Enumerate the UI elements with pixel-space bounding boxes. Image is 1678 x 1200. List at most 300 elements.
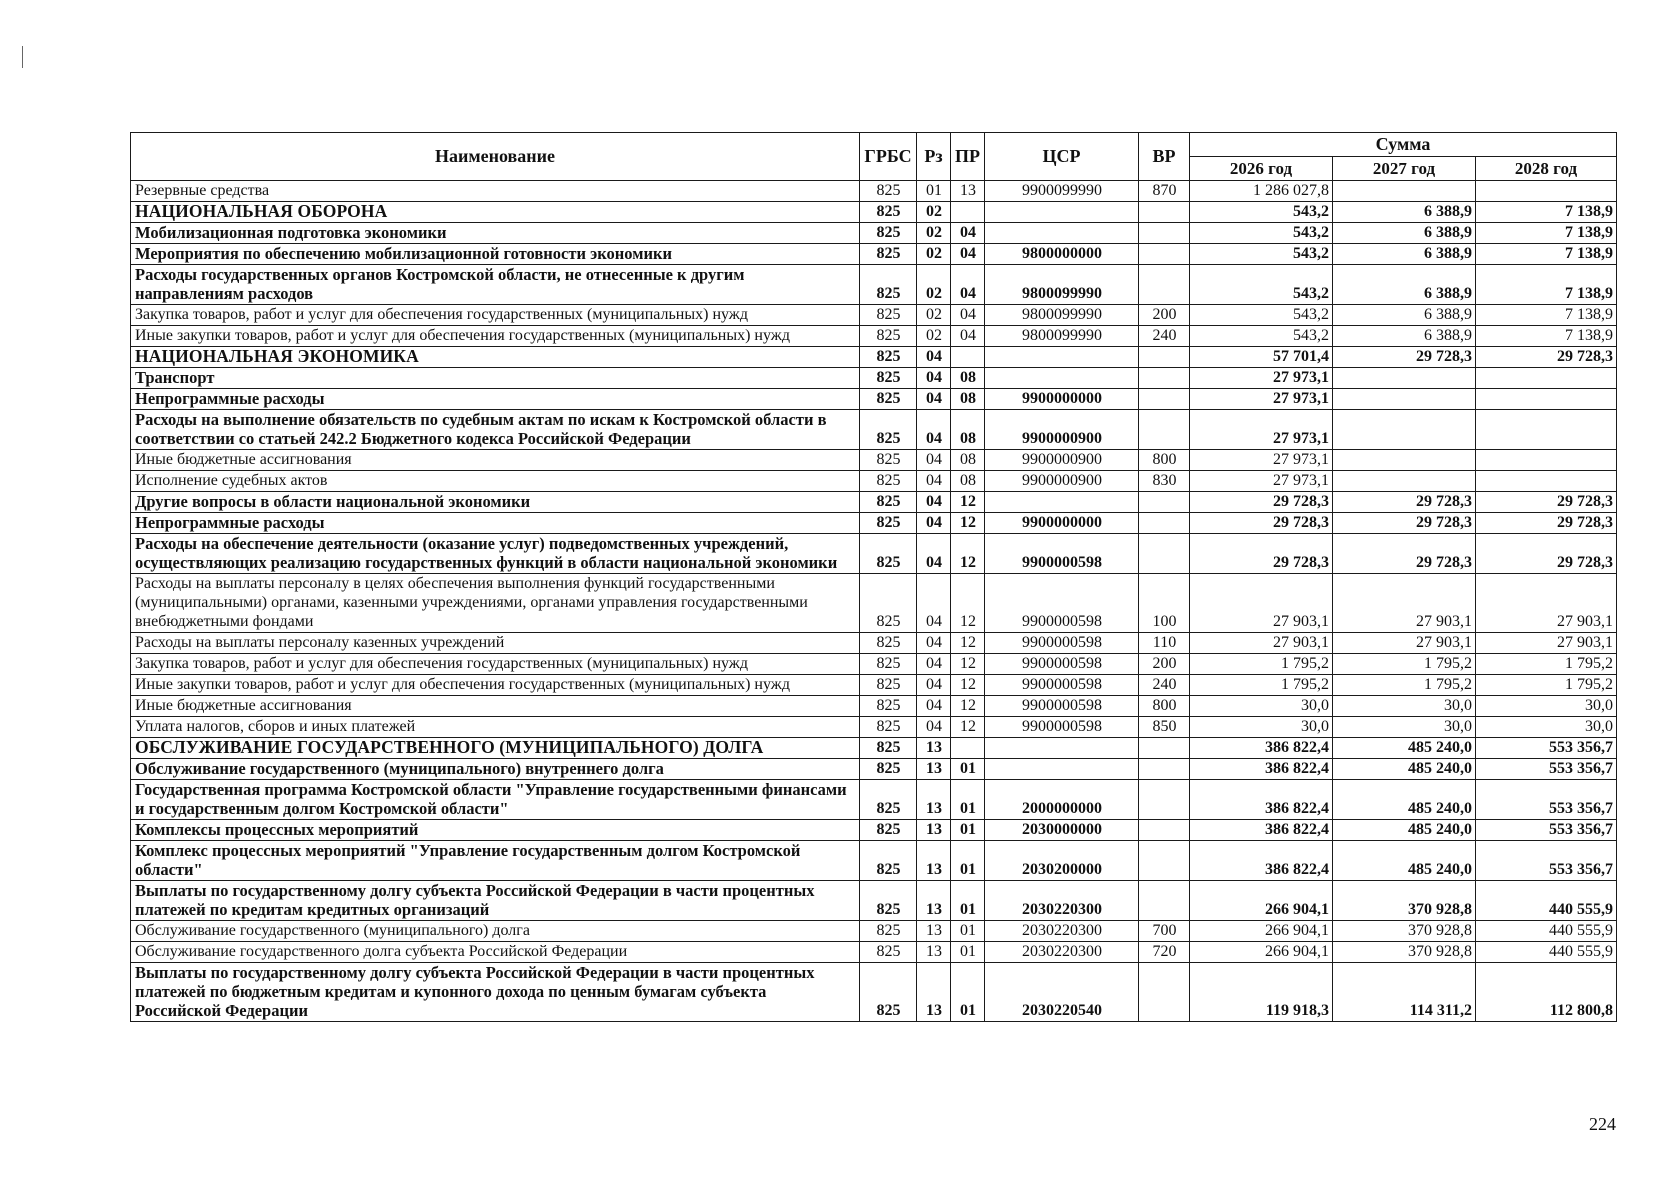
cell-name: НАЦИОНАЛЬНАЯ ЭКОНОМИКА xyxy=(131,347,860,368)
cell-grbs: 825 xyxy=(860,717,917,738)
cell-name: Транспорт xyxy=(131,368,860,389)
cell-rz: 04 xyxy=(917,471,951,492)
table-row xyxy=(131,881,1617,921)
cell-grbs: 825 xyxy=(860,513,917,534)
table-row xyxy=(131,181,1617,202)
cell-sum-2028: 7 138,9 xyxy=(1476,326,1617,347)
cell-pr: 04 xyxy=(951,305,985,326)
cell-sum-2027: 485 240,0 xyxy=(1333,820,1476,841)
cell-sum-2028: 7 138,9 xyxy=(1476,244,1617,265)
cell-pr: 12 xyxy=(951,513,985,534)
cell-pr: 12 xyxy=(951,574,985,633)
cell-sum-2026: 1 795,2 xyxy=(1190,654,1333,675)
cell-name: Мобилизационная подготовка экономики xyxy=(131,223,860,244)
table-row xyxy=(131,202,1617,223)
cell-sum-2028: 553 356,7 xyxy=(1476,841,1617,881)
cell-rz: 13 xyxy=(917,780,951,820)
cell-sum-2027: 30,0 xyxy=(1333,717,1476,738)
cell-csr: 2030220300 xyxy=(985,921,1139,942)
cell-grbs: 825 xyxy=(860,181,917,202)
cell-sum-2028 xyxy=(1476,410,1617,450)
cell-pr: 01 xyxy=(951,759,985,780)
cell-pr: 08 xyxy=(951,410,985,450)
cell-sum-2026: 1 795,2 xyxy=(1190,675,1333,696)
cell-csr xyxy=(985,223,1139,244)
cell-pr xyxy=(951,202,985,223)
cell-grbs: 825 xyxy=(860,881,917,921)
cell-sum-2028: 29 728,3 xyxy=(1476,534,1617,574)
header-year-2027: 2027 год xyxy=(1333,157,1476,181)
cell-grbs: 825 xyxy=(860,347,917,368)
cell-name: Мероприятия по обеспечению мобилизационной готовности экономики xyxy=(131,244,860,265)
cell-sum-2028 xyxy=(1476,450,1617,471)
cell-pr xyxy=(951,347,985,368)
cell-sum-2026: 29 728,3 xyxy=(1190,513,1333,534)
cell-grbs: 825 xyxy=(860,780,917,820)
cell-pr: 04 xyxy=(951,244,985,265)
cell-rz: 02 xyxy=(917,202,951,223)
cell-sum-2026: 386 822,4 xyxy=(1190,759,1333,780)
table-row xyxy=(131,389,1617,410)
cell-pr: 08 xyxy=(951,389,985,410)
cell-sum-2028: 440 555,9 xyxy=(1476,942,1617,963)
cell-pr: 12 xyxy=(951,675,985,696)
cell-vr xyxy=(1139,492,1190,513)
cell-grbs: 825 xyxy=(860,410,917,450)
cell-sum-2028: 1 795,2 xyxy=(1476,675,1617,696)
cell-pr: 04 xyxy=(951,326,985,347)
cell-csr: 9900000900 xyxy=(985,450,1139,471)
table-row xyxy=(131,696,1617,717)
cell-vr xyxy=(1139,513,1190,534)
cell-name: Государственная программа Костромской области "Управление государственными финансами и государственным долгом Костромской области" xyxy=(131,780,860,820)
cell-sum-2028: 27 903,1 xyxy=(1476,574,1617,633)
cell-rz: 04 xyxy=(917,717,951,738)
page-number: 224 xyxy=(1589,1114,1616,1134)
cell-pr: 12 xyxy=(951,534,985,574)
cell-sum-2028: 553 356,7 xyxy=(1476,738,1617,759)
cell-name: Расходы на выполнение обязательств по судебным актам по искам к Костромской области в соответствии со статьей 242.2 Бюджетного кодекса Российской Федерации xyxy=(131,410,860,450)
header-row-top xyxy=(131,133,1617,157)
table-row xyxy=(131,513,1617,534)
cell-sum-2027: 485 240,0 xyxy=(1333,780,1476,820)
cell-sum-2028 xyxy=(1476,471,1617,492)
cell-sum-2028: 553 356,7 xyxy=(1476,780,1617,820)
table-row xyxy=(131,534,1617,574)
cell-grbs: 825 xyxy=(860,202,917,223)
cell-vr: 800 xyxy=(1139,450,1190,471)
cell-pr: 01 xyxy=(951,841,985,881)
cell-csr: 9900000598 xyxy=(985,717,1139,738)
cell-sum-2028: 30,0 xyxy=(1476,696,1617,717)
cell-pr: 08 xyxy=(951,450,985,471)
cell-grbs: 825 xyxy=(860,759,917,780)
cell-sum-2026: 27 903,1 xyxy=(1190,574,1333,633)
table-row xyxy=(131,759,1617,780)
cell-sum-2026: 543,2 xyxy=(1190,202,1333,223)
cell-name: Расходы на обеспечение деятельности (оказание услуг) подведомственных учреждений, осуществляющих реализацию государственных функций в области национальной экономики xyxy=(131,534,860,574)
cell-sum-2026: 543,2 xyxy=(1190,326,1333,347)
cell-csr: 9900000598 xyxy=(985,675,1139,696)
cell-sum-2028 xyxy=(1476,368,1617,389)
cell-sum-2027 xyxy=(1333,410,1476,450)
table-body xyxy=(131,181,1617,1022)
cell-grbs: 825 xyxy=(860,921,917,942)
cell-rz: 01 xyxy=(917,181,951,202)
cell-sum-2027: 1 795,2 xyxy=(1333,654,1476,675)
cell-rz: 04 xyxy=(917,513,951,534)
cell-sum-2026: 27 973,1 xyxy=(1190,389,1333,410)
cell-grbs: 825 xyxy=(860,633,917,654)
table-row xyxy=(131,244,1617,265)
cell-sum-2027: 6 388,9 xyxy=(1333,244,1476,265)
cell-vr xyxy=(1139,265,1190,305)
cell-rz: 04 xyxy=(917,633,951,654)
cell-name: Другие вопросы в области национальной экономики xyxy=(131,492,860,513)
cell-sum-2027: 114 311,2 xyxy=(1333,963,1476,1022)
cell-sum-2026: 27 973,1 xyxy=(1190,368,1333,389)
cell-sum-2026: 386 822,4 xyxy=(1190,780,1333,820)
cell-pr: 01 xyxy=(951,942,985,963)
cell-rz: 13 xyxy=(917,820,951,841)
cell-rz: 04 xyxy=(917,534,951,574)
cell-csr xyxy=(985,202,1139,223)
cell-sum-2028 xyxy=(1476,181,1617,202)
cell-name: Комплекс процессных мероприятий "Управление государственным долгом Костромской области" xyxy=(131,841,860,881)
cell-vr xyxy=(1139,841,1190,881)
cell-sum-2026: 543,2 xyxy=(1190,305,1333,326)
cell-sum-2028: 7 138,9 xyxy=(1476,223,1617,244)
cell-sum-2026: 266 904,1 xyxy=(1190,881,1333,921)
cell-vr xyxy=(1139,881,1190,921)
header-rz: Рз xyxy=(917,133,951,181)
table-row xyxy=(131,305,1617,326)
header-sum: Сумма xyxy=(1190,133,1617,157)
cell-vr xyxy=(1139,223,1190,244)
table-row xyxy=(131,265,1617,305)
budget-table xyxy=(130,132,1617,1022)
cell-vr: 870 xyxy=(1139,181,1190,202)
cell-vr xyxy=(1139,410,1190,450)
cell-name: Резервные средства xyxy=(131,181,860,202)
cell-csr: 2030220300 xyxy=(985,881,1139,921)
cell-pr: 12 xyxy=(951,492,985,513)
cell-name: Закупка товаров, работ и услуг для обеспечения государственных (муниципальных) нужд xyxy=(131,654,860,675)
cell-vr: 200 xyxy=(1139,654,1190,675)
cell-sum-2026: 1 286 027,8 xyxy=(1190,181,1333,202)
cell-pr: 01 xyxy=(951,820,985,841)
cell-sum-2026: 386 822,4 xyxy=(1190,738,1333,759)
cell-sum-2027: 27 903,1 xyxy=(1333,633,1476,654)
cell-csr: 2030220300 xyxy=(985,942,1139,963)
cell-pr: 04 xyxy=(951,223,985,244)
cell-grbs: 825 xyxy=(860,305,917,326)
cell-csr xyxy=(985,368,1139,389)
cell-sum-2026: 119 918,3 xyxy=(1190,963,1333,1022)
cell-vr: 700 xyxy=(1139,921,1190,942)
cell-rz: 13 xyxy=(917,921,951,942)
cell-csr: 9900000598 xyxy=(985,534,1139,574)
cell-rz: 02 xyxy=(917,326,951,347)
cell-sum-2026: 29 728,3 xyxy=(1190,534,1333,574)
cell-sum-2026: 266 904,1 xyxy=(1190,942,1333,963)
table-row xyxy=(131,633,1617,654)
table-row xyxy=(131,963,1617,1022)
cell-sum-2027 xyxy=(1333,471,1476,492)
table-row xyxy=(131,942,1617,963)
cell-name: Обслуживание государственного долга субъекта Российской Федерации xyxy=(131,942,860,963)
cell-sum-2026: 27 973,1 xyxy=(1190,410,1333,450)
cell-vr xyxy=(1139,244,1190,265)
cell-grbs: 825 xyxy=(860,244,917,265)
cell-rz: 04 xyxy=(917,654,951,675)
cell-sum-2028: 7 138,9 xyxy=(1476,305,1617,326)
cell-rz: 13 xyxy=(917,738,951,759)
table-row xyxy=(131,675,1617,696)
header-pr: ПР xyxy=(951,133,985,181)
table-row xyxy=(131,492,1617,513)
cell-rz: 04 xyxy=(917,389,951,410)
cell-sum-2028: 7 138,9 xyxy=(1476,265,1617,305)
cell-rz: 04 xyxy=(917,368,951,389)
cell-sum-2027: 1 795,2 xyxy=(1333,675,1476,696)
cell-sum-2027: 6 388,9 xyxy=(1333,265,1476,305)
cell-sum-2027: 370 928,8 xyxy=(1333,921,1476,942)
cell-sum-2026: 30,0 xyxy=(1190,696,1333,717)
cell-rz: 04 xyxy=(917,696,951,717)
cell-rz: 13 xyxy=(917,759,951,780)
cell-sum-2027: 29 728,3 xyxy=(1333,492,1476,513)
cell-sum-2027 xyxy=(1333,181,1476,202)
header-csr: ЦСР xyxy=(985,133,1139,181)
cell-vr: 100 xyxy=(1139,574,1190,633)
cell-sum-2027: 485 240,0 xyxy=(1333,759,1476,780)
cell-sum-2026: 27 973,1 xyxy=(1190,471,1333,492)
cell-pr: 12 xyxy=(951,654,985,675)
cell-csr: 9900000598 xyxy=(985,696,1139,717)
cell-pr: 01 xyxy=(951,921,985,942)
cell-name: Непрограммные расходы xyxy=(131,513,860,534)
cell-sum-2026: 30,0 xyxy=(1190,717,1333,738)
cell-grbs: 825 xyxy=(860,654,917,675)
table-row xyxy=(131,780,1617,820)
cell-grbs: 825 xyxy=(860,738,917,759)
cell-sum-2026: 543,2 xyxy=(1190,265,1333,305)
cell-pr: 01 xyxy=(951,780,985,820)
cell-csr: 9900099990 xyxy=(985,181,1139,202)
table-row xyxy=(131,654,1617,675)
table-row xyxy=(131,223,1617,244)
cell-vr xyxy=(1139,389,1190,410)
cell-rz: 04 xyxy=(917,450,951,471)
cell-rz: 02 xyxy=(917,265,951,305)
cell-sum-2026: 386 822,4 xyxy=(1190,820,1333,841)
cell-sum-2027: 485 240,0 xyxy=(1333,841,1476,881)
cell-pr: 01 xyxy=(951,881,985,921)
cell-csr xyxy=(985,738,1139,759)
scan-edge-mark xyxy=(22,46,23,68)
cell-vr xyxy=(1139,368,1190,389)
header-grbs: ГРБС xyxy=(860,133,917,181)
cell-rz: 04 xyxy=(917,574,951,633)
cell-csr: 9800099990 xyxy=(985,326,1139,347)
cell-pr: 12 xyxy=(951,696,985,717)
cell-name: Обслуживание государственного (муниципального) долга xyxy=(131,921,860,942)
table-row xyxy=(131,410,1617,450)
cell-sum-2027: 30,0 xyxy=(1333,696,1476,717)
cell-vr: 200 xyxy=(1139,305,1190,326)
cell-pr: 08 xyxy=(951,471,985,492)
cell-sum-2027: 29 728,3 xyxy=(1333,513,1476,534)
cell-grbs: 825 xyxy=(860,450,917,471)
cell-vr: 110 xyxy=(1139,633,1190,654)
cell-sum-2026: 27 973,1 xyxy=(1190,450,1333,471)
cell-sum-2028: 553 356,7 xyxy=(1476,759,1617,780)
cell-csr: 9800099990 xyxy=(985,265,1139,305)
table-row xyxy=(131,326,1617,347)
cell-sum-2027: 6 388,9 xyxy=(1333,202,1476,223)
cell-sum-2026: 266 904,1 xyxy=(1190,921,1333,942)
cell-grbs: 825 xyxy=(860,265,917,305)
cell-grbs: 825 xyxy=(860,326,917,347)
cell-vr: 720 xyxy=(1139,942,1190,963)
cell-grbs: 825 xyxy=(860,841,917,881)
cell-name: Выплаты по государственному долгу субъекта Российской Федерации в части процентных платежей по кредитам кредитных организаций xyxy=(131,881,860,921)
cell-vr xyxy=(1139,202,1190,223)
cell-vr xyxy=(1139,780,1190,820)
cell-name: Расходы государственных органов Костромской области, не отнесенные к другим направлениям расходов xyxy=(131,265,860,305)
cell-csr: 9800000000 xyxy=(985,244,1139,265)
cell-sum-2027: 27 903,1 xyxy=(1333,574,1476,633)
cell-name: Исполнение судебных актов xyxy=(131,471,860,492)
cell-vr xyxy=(1139,738,1190,759)
cell-csr: 9900000900 xyxy=(985,410,1139,450)
table-row xyxy=(131,820,1617,841)
cell-sum-2028: 29 728,3 xyxy=(1476,492,1617,513)
cell-rz: 02 xyxy=(917,223,951,244)
cell-pr: 01 xyxy=(951,963,985,1022)
cell-sum-2026: 543,2 xyxy=(1190,244,1333,265)
cell-sum-2026: 27 903,1 xyxy=(1190,633,1333,654)
cell-sum-2028: 553 356,7 xyxy=(1476,820,1617,841)
cell-name: Непрограммные расходы xyxy=(131,389,860,410)
cell-pr: 12 xyxy=(951,717,985,738)
cell-sum-2028 xyxy=(1476,389,1617,410)
cell-rz: 04 xyxy=(917,492,951,513)
cell-sum-2027 xyxy=(1333,450,1476,471)
cell-csr xyxy=(985,347,1139,368)
cell-name: Расходы на выплаты персоналу в целях обеспечения выполнения функций государственными (муниципальными) органами, казенными учреждениями, органами управления государственными внебюджетными фондами xyxy=(131,574,860,633)
cell-csr: 2030000000 xyxy=(985,820,1139,841)
cell-rz: 13 xyxy=(917,841,951,881)
cell-rz: 13 xyxy=(917,963,951,1022)
header-year-2026: 2026 год xyxy=(1190,157,1333,181)
cell-sum-2026: 29 728,3 xyxy=(1190,492,1333,513)
cell-csr: 9800099990 xyxy=(985,305,1139,326)
cell-sum-2027: 6 388,9 xyxy=(1333,326,1476,347)
cell-grbs: 825 xyxy=(860,574,917,633)
cell-rz: 04 xyxy=(917,410,951,450)
cell-vr: 800 xyxy=(1139,696,1190,717)
cell-sum-2028: 30,0 xyxy=(1476,717,1617,738)
cell-csr: 9900000000 xyxy=(985,513,1139,534)
cell-rz: 04 xyxy=(917,675,951,696)
cell-sum-2026: 57 701,4 xyxy=(1190,347,1333,368)
cell-sum-2027 xyxy=(1333,389,1476,410)
cell-name: Расходы на выплаты персоналу казенных учреждений xyxy=(131,633,860,654)
cell-name: Иные закупки товаров, работ и услуг для обеспечения государственных (муниципальных) нужд xyxy=(131,326,860,347)
cell-rz: 13 xyxy=(917,881,951,921)
cell-grbs: 825 xyxy=(860,675,917,696)
header-vr: ВР xyxy=(1139,133,1190,181)
cell-vr xyxy=(1139,820,1190,841)
table-row xyxy=(131,450,1617,471)
cell-name: Закупка товаров, работ и услуг для обеспечения государственных (муниципальных) нужд xyxy=(131,305,860,326)
cell-csr: 9900000000 xyxy=(985,389,1139,410)
cell-sum-2028: 29 728,3 xyxy=(1476,513,1617,534)
cell-pr: 13 xyxy=(951,181,985,202)
cell-grbs: 825 xyxy=(860,963,917,1022)
cell-sum-2027: 6 388,9 xyxy=(1333,305,1476,326)
table-row xyxy=(131,368,1617,389)
table-row xyxy=(131,717,1617,738)
cell-csr: 2030200000 xyxy=(985,841,1139,881)
cell-grbs: 825 xyxy=(860,534,917,574)
table-row xyxy=(131,841,1617,881)
cell-grbs: 825 xyxy=(860,492,917,513)
cell-csr: 9900000900 xyxy=(985,471,1139,492)
cell-name: Уплата налогов, сборов и иных платежей xyxy=(131,717,860,738)
cell-sum-2026: 543,2 xyxy=(1190,223,1333,244)
cell-rz: 02 xyxy=(917,305,951,326)
cell-csr xyxy=(985,492,1139,513)
cell-sum-2026: 386 822,4 xyxy=(1190,841,1333,881)
table-row xyxy=(131,738,1617,759)
cell-grbs: 825 xyxy=(860,820,917,841)
cell-sum-2028: 440 555,9 xyxy=(1476,921,1617,942)
cell-grbs: 825 xyxy=(860,223,917,244)
cell-vr: 850 xyxy=(1139,717,1190,738)
cell-vr xyxy=(1139,759,1190,780)
cell-pr: 12 xyxy=(951,633,985,654)
cell-sum-2027: 29 728,3 xyxy=(1333,534,1476,574)
cell-sum-2028: 7 138,9 xyxy=(1476,202,1617,223)
table-row xyxy=(131,471,1617,492)
cell-grbs: 825 xyxy=(860,368,917,389)
cell-grbs: 825 xyxy=(860,389,917,410)
cell-pr: 04 xyxy=(951,265,985,305)
cell-csr: 9900000598 xyxy=(985,654,1139,675)
cell-rz: 13 xyxy=(917,942,951,963)
header-year-2028: 2028 год xyxy=(1476,157,1617,181)
cell-grbs: 825 xyxy=(860,696,917,717)
cell-vr xyxy=(1139,347,1190,368)
table-row xyxy=(131,574,1617,633)
cell-vr xyxy=(1139,963,1190,1022)
cell-vr xyxy=(1139,534,1190,574)
cell-sum-2027: 370 928,8 xyxy=(1333,881,1476,921)
cell-pr xyxy=(951,738,985,759)
cell-sum-2028: 27 903,1 xyxy=(1476,633,1617,654)
cell-vr: 240 xyxy=(1139,326,1190,347)
cell-sum-2028: 112 800,8 xyxy=(1476,963,1617,1022)
cell-csr: 2000000000 xyxy=(985,780,1139,820)
cell-name: Выплаты по государственному долгу субъекта Российской Федерации в части процентных платежей по бюджетным кредитам и купонного дохода по ценным бумагам субъекта Российской Федерации xyxy=(131,963,860,1022)
table-row xyxy=(131,921,1617,942)
cell-sum-2027: 485 240,0 xyxy=(1333,738,1476,759)
header-name: Наименование xyxy=(131,133,860,181)
cell-name: Комплексы процессных мероприятий xyxy=(131,820,860,841)
